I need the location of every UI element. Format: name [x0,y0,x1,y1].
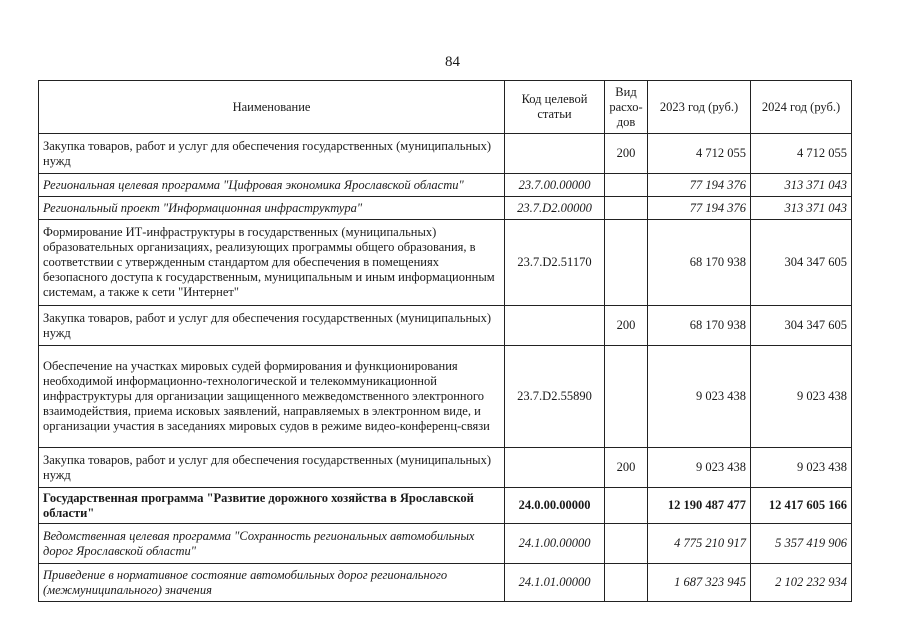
row-2024-cell: 313 371 043 [751,174,852,197]
row-code-cell [505,306,605,346]
header-name: Наименование [39,81,505,134]
row-code-cell: 24.1.00.00000 [505,524,605,564]
row-vid-cell: 200 [605,448,648,488]
row-code-cell: 23.7.D2.51170 [505,220,605,306]
row-name-cell: Формирование ИТ-инфраструктуры в государственных (муниципальных) образовательных организациях, реализующих программы общего образования, в соответствии с утвержденным стандартом для обеспечения в помещениях безопасного доступа к государственным, муниципальным и иным информационным системам, а также к сети "Интернет" [39,220,505,306]
row-code-cell [505,134,605,174]
row-code-cell: 23.7.00.00000 [505,174,605,197]
row-2024-cell: 304 347 605 [751,220,852,306]
row-2023-cell: 77 194 376 [648,174,751,197]
row-2023-cell: 12 190 487 477 [648,488,751,524]
row-code-cell: 24.0.00.00000 [505,488,605,524]
row-code-cell: 23.7.D2.55890 [505,346,605,448]
table-row [39,524,852,564]
row-name-cell: Закупка товаров, работ и услуг для обеспечения государственных (муниципальных) нужд [39,306,505,346]
row-vid-cell: 200 [605,306,648,346]
row-name-cell: Региональный проект "Информационная инфраструктура" [39,197,505,220]
row-2023-cell: 1 687 323 945 [648,564,751,602]
row-vid-cell [605,174,648,197]
row-2023-cell: 4 775 210 917 [648,524,751,564]
header-year-2024: 2024 год (руб.) [751,81,852,134]
row-name-cell: Региональная целевая программа "Цифровая экономика Ярославской области" [39,174,505,197]
table-row [39,220,852,306]
row-2024-cell: 9 023 438 [751,346,852,448]
row-vid-cell [605,564,648,602]
row-2024-cell: 4 712 055 [751,134,852,174]
row-2024-cell: 304 347 605 [751,306,852,346]
row-2024-cell: 9 023 438 [751,448,852,488]
row-name-cell: Государственная программа "Развитие дорожного хозяйства в Ярославской области" [39,488,505,524]
table-row [39,134,852,174]
table-row [39,488,852,524]
header-year-2023: 2023 год (руб.) [648,81,751,134]
header-vid: Вид расхо-дов [605,81,648,134]
row-2024-cell: 5 357 419 906 [751,524,852,564]
header-code: Код целевой статьи [505,81,605,134]
table-row [39,306,852,346]
row-vid-cell [605,488,648,524]
row-vid-cell [605,197,648,220]
table-row [39,564,852,602]
row-name-cell: Ведомственная целевая программа "Сохранность региональных автомобильных дорог Ярославской области" [39,524,505,564]
row-name-cell: Приведение в нормативное состояние автомобильных дорог регионального (межмуниципального) значения [39,564,505,602]
table-row [39,346,852,448]
row-vid-cell [605,524,648,564]
page-number: 84 [445,54,460,70]
row-code-cell: 23.7.D2.00000 [505,197,605,220]
row-vid-cell [605,220,648,306]
table-row [39,174,852,197]
row-vid-cell [605,346,648,448]
row-2023-cell: 4 712 055 [648,134,751,174]
row-2023-cell: 9 023 438 [648,346,751,448]
row-2024-cell: 313 371 043 [751,197,852,220]
table-row [39,197,852,220]
row-2023-cell: 9 023 438 [648,448,751,488]
row-2023-cell: 68 170 938 [648,306,751,346]
row-vid-cell: 200 [605,134,648,174]
row-2024-cell: 2 102 232 934 [751,564,852,602]
row-code-cell: 24.1.01.00000 [505,564,605,602]
row-code-cell [505,448,605,488]
table-header-row [39,81,852,134]
table-row [39,448,852,488]
budget-table [38,80,852,602]
row-name-cell: Закупка товаров, работ и услуг для обеспечения государственных (муниципальных) нужд [39,134,505,174]
row-name-cell: Закупка товаров, работ и услуг для обеспечения государственных (муниципальных) нужд [39,448,505,488]
row-2023-cell: 77 194 376 [648,197,751,220]
row-2024-cell: 12 417 605 166 [751,488,852,524]
row-2023-cell: 68 170 938 [648,220,751,306]
row-name-cell: Обеспечение на участках мировых судей формирования и функционирования необходимой информационно-технологической и телекоммуникационной инфраструктуры для организации защищенного межведомственного электронного взаимодействия, приема исковых заявлений, направляемых в электронном виде, и организации участия в заседаниях мировых судов в режиме видео-конференц-связи [39,346,505,448]
